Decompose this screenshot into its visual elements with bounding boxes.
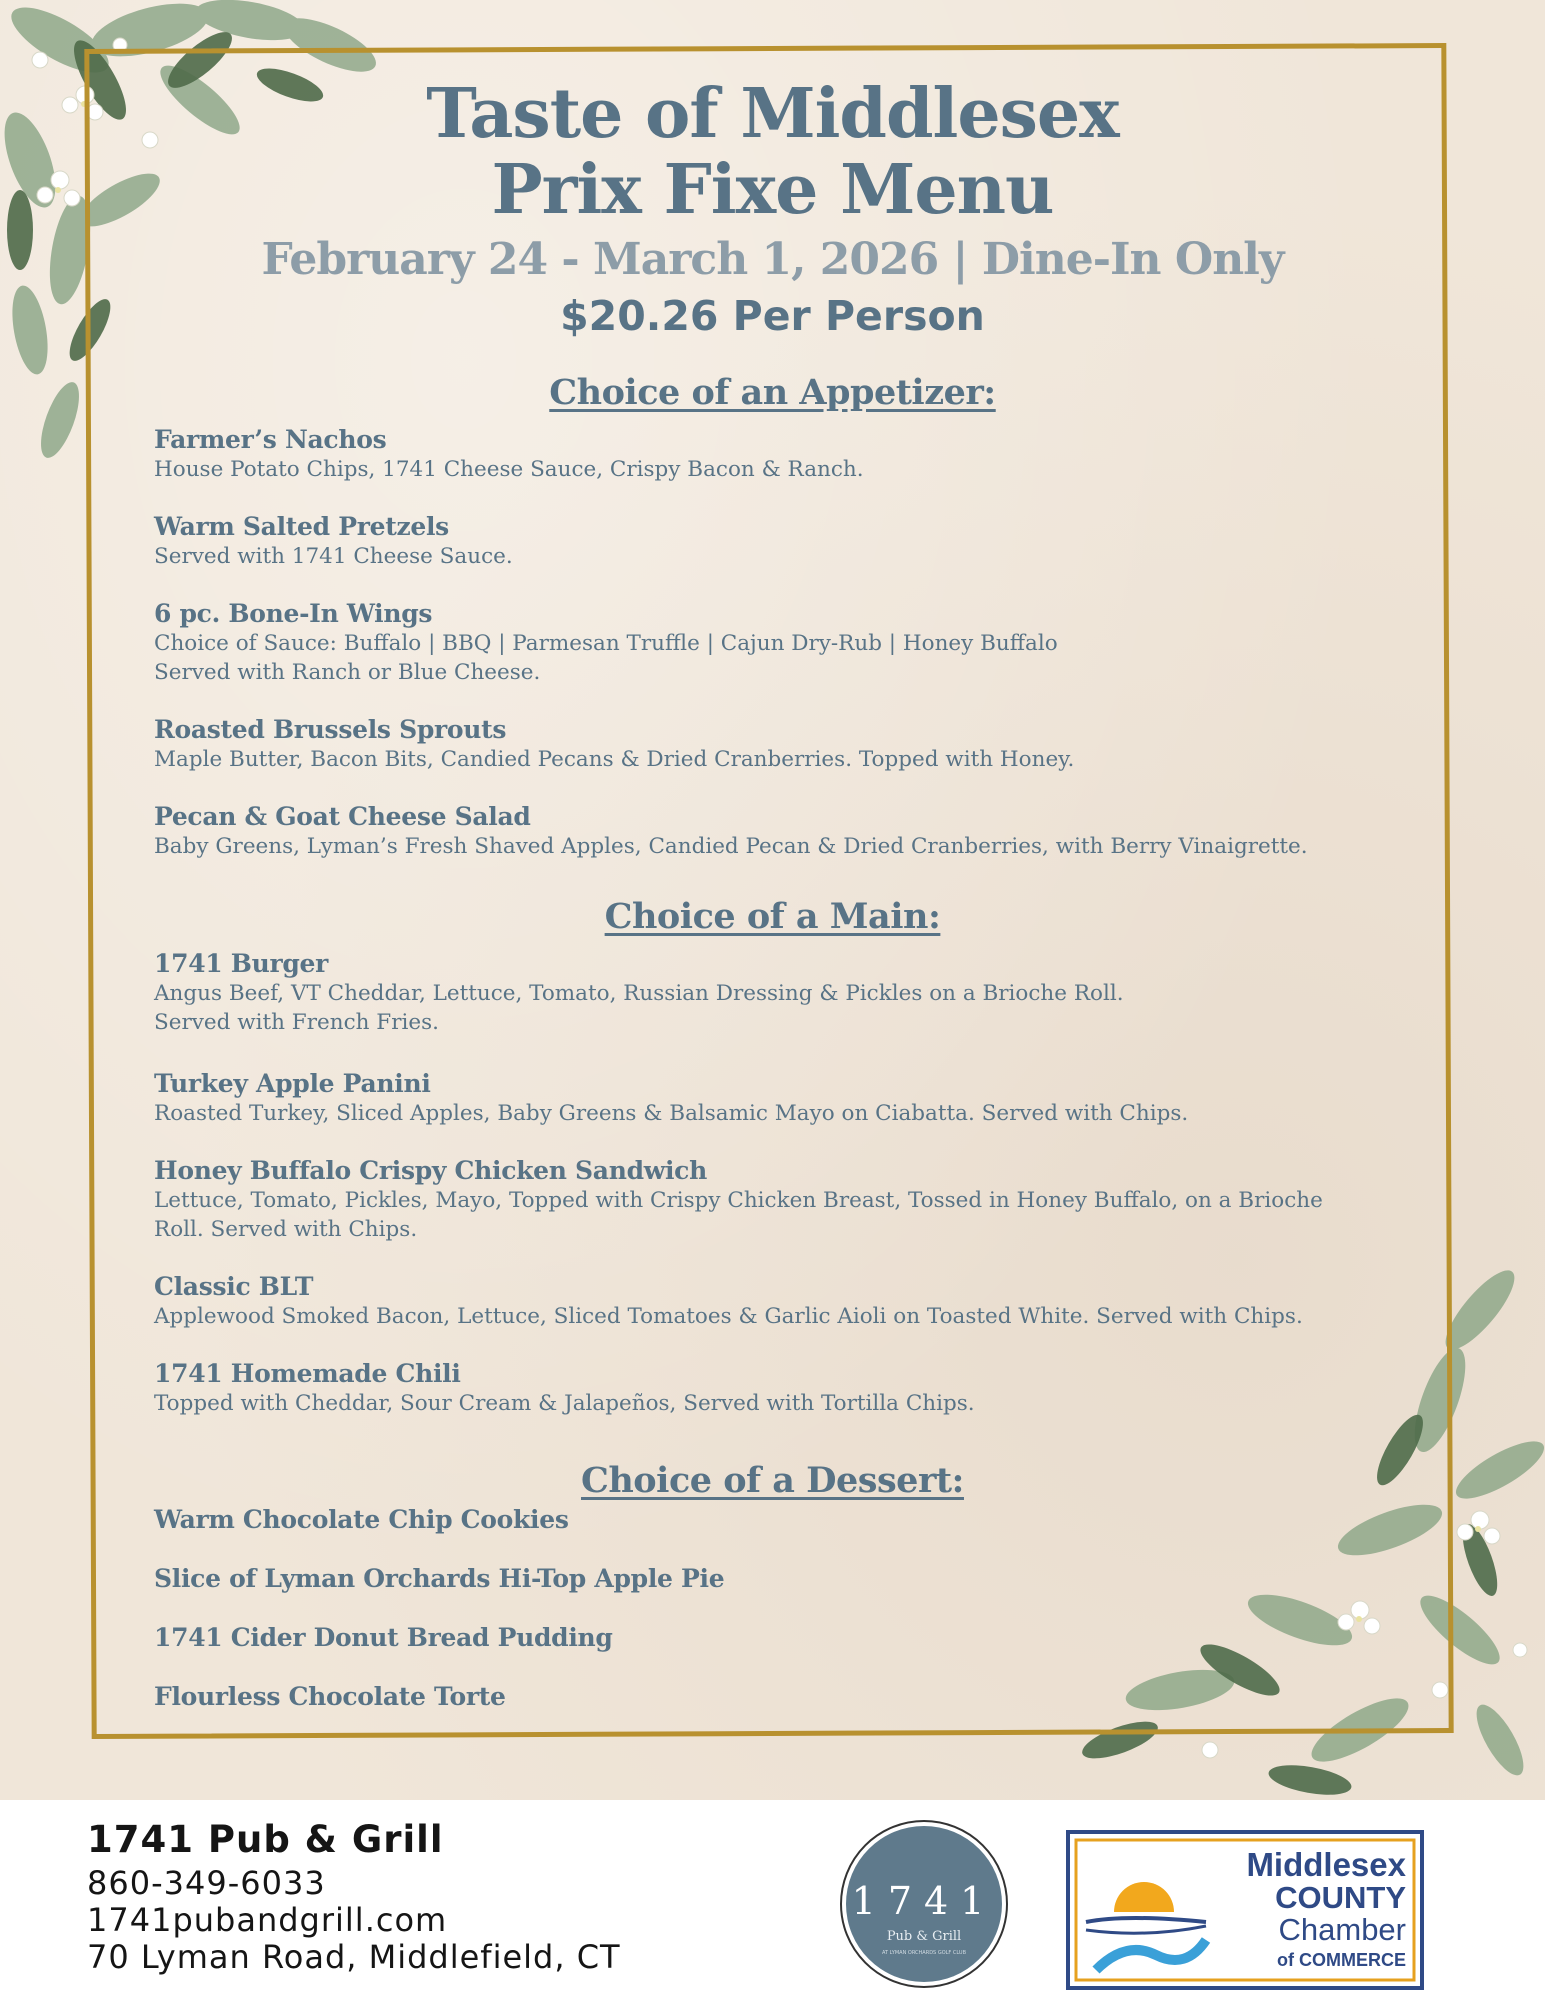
- main-list: [154, 949, 1384, 1418]
- address: 70 Lyman Road, Middlefield, CT: [87, 1938, 621, 1976]
- chamber-line-2: COUNTY: [1275, 1880, 1406, 1915]
- item-description: Maple Butter, Bacon Bits, Candied Pecans & Dried Cranberries. Topped with Honey.: [154, 747, 1075, 772]
- appetizer-heading: Choice of an Appetizer:: [549, 372, 996, 413]
- item-description: House Potato Chips, 1741 Cheese Sauce, Crispy Bacon & Ranch.: [154, 457, 864, 482]
- menu-item: [154, 1156, 1384, 1244]
- chamber-line-4: of COMMERCE: [1277, 1950, 1406, 1970]
- item-name: Roasted Brussels Sprouts: [154, 715, 507, 744]
- menu-item: [154, 599, 1384, 687]
- pub-logo-tagline: AT LYMAN ORCHARDS GOLF CLUB: [881, 1950, 967, 1956]
- item-description: Served with 1741 Cheese Sauce.: [154, 544, 513, 569]
- item-description: Applewood Smoked Bacon, Lettuce, Sliced Tomatoes & Garlic Aioli on Toasted White. Served with Chips.: [154, 1304, 1303, 1329]
- item-description: Topped with Cheddar, Sour Cream & Jalapeños, Served with Tortilla Chips.: [154, 1391, 975, 1416]
- menu-item: [154, 802, 1384, 861]
- chamber-line-1: Middlesex: [1246, 1846, 1406, 1883]
- menu-item: [154, 949, 1384, 1037]
- menu-dates: February 24 - March 1, 2026 | Dine-In Only: [261, 234, 1284, 285]
- appetizer-list: [154, 425, 1384, 861]
- title-line-1: Taste of Middlesex: [426, 74, 1119, 154]
- item-description: Roasted Turkey, Sliced Apples, Baby Greens & Balsamic Mayo on Ciabatta. Served with Chips.: [154, 1101, 1189, 1126]
- item-name: Warm Salted Pretzels: [154, 512, 449, 541]
- dessert-item: 1741 Cider Donut Bread Pudding: [154, 1623, 613, 1652]
- menu-item: [154, 1272, 1384, 1331]
- menu-item: [154, 715, 1384, 774]
- item-name: Pecan & Goat Cheese Salad: [154, 802, 531, 831]
- menu-item: [154, 425, 1384, 484]
- item-description: Choice of Sauce: Buffalo | BBQ | Parmesan Truffle | Cajun Dry-Rub | Honey Buffalo Served with Ranch or Blue Cheese.: [154, 631, 1058, 685]
- restaurant-name: 1741 Pub & Grill: [87, 1818, 444, 1861]
- pub-logo-subtitle: Pub & Grill: [886, 1929, 962, 1944]
- pub-logo-number: 1741: [851, 1879, 997, 1923]
- item-name: 1741 Homemade Chili: [154, 1359, 461, 1388]
- menu-title: [0, 76, 1545, 228]
- item-name: 6 pc. Bone-In Wings: [154, 599, 433, 628]
- chamber-logo: [1066, 1830, 1424, 1990]
- chamber-line-3: Chamber: [1278, 1912, 1406, 1947]
- dessert-item: Warm Chocolate Chip Cookies: [154, 1505, 569, 1534]
- menu-price: $20.26 Per Person: [560, 292, 985, 340]
- menu-item: [154, 1069, 1384, 1128]
- dessert-heading: Choice of a Dessert:: [581, 1460, 964, 1501]
- title-line-2: Prix Fixe Menu: [491, 150, 1054, 230]
- item-name: 1741 Burger: [154, 949, 329, 978]
- item-description: Angus Beef, VT Cheddar, Lettuce, Tomato, Russian Dressing & Pickles on a Brioche Roll. Served with French Fries.: [154, 981, 1124, 1035]
- menu-item: [154, 512, 1384, 571]
- item-name: Honey Buffalo Crispy Chicken Sandwich: [154, 1156, 707, 1185]
- item-name: Turkey Apple Panini: [154, 1069, 431, 1098]
- dessert-item: Slice of Lyman Orchards Hi-Top Apple Pie: [154, 1564, 725, 1593]
- dessert-list: [154, 1505, 1384, 1741]
- menu-item: [154, 1359, 1384, 1418]
- item-name: Classic BLT: [154, 1272, 314, 1301]
- dessert-item: Flourless Chocolate Torte: [154, 1682, 506, 1711]
- item-description: Lettuce, Tomato, Pickles, Mayo, Topped with Crispy Chicken Breast, Tossed in Honey Buffalo, on a Brioche Roll. Served with Chips.: [154, 1188, 1323, 1242]
- item-name: Farmer’s Nachos: [154, 425, 387, 454]
- phone-number[interactable]: 860-349-6033: [87, 1864, 326, 1902]
- pub-logo: [832, 1818, 1017, 1990]
- main-heading: Choice of a Main:: [604, 896, 941, 937]
- website-link[interactable]: 1741pubandgrill.com: [87, 1901, 448, 1939]
- item-description: Baby Greens, Lyman’s Fresh Shaved Apples, Candied Pecan & Dried Cranberries, with Berry Vinaigrette.: [154, 834, 1308, 859]
